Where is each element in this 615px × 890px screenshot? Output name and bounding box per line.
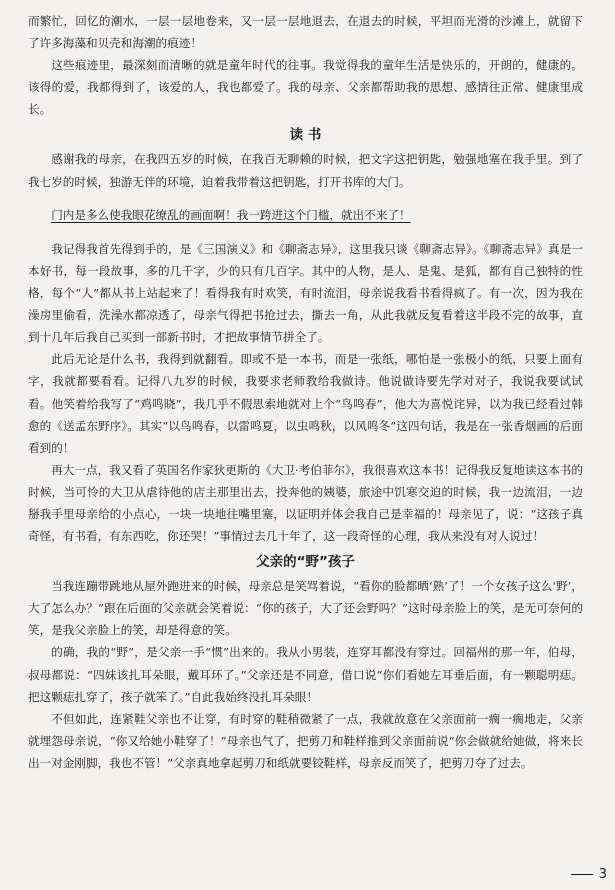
- paragraph-5: 此后无论是什么书，我得到就翻看。即或不是一本书，而是一张纸，哪怕是一张极小的纸，只要上面有字，我就都要看看。记得八九岁的时候，我要求老师教给我做诗。他说做诗要先学对对子，我说我要试试看。他笑着给我写了“鸡鸣晓”，我几乎不假思索地就对上个“鸟鸣春”，他大为喜悦诧异，以为我已经看过韩愈的《送孟东野序》。其实“以鸟鸣春，以雷鸣夏，以虫鸣秋，以风鸣冬”这四句话，我是在一张香烟画的后面看到的！: [28, 352, 583, 455]
- paragraph-4: 我记得我首先得到手的，是《三国演义》和《聊斋志异》，这里我只谈《聊斋志异》。《聊斋志异》真是一本好书，每一段故事，多的几千字，少的只有几百字。其中的人物，是人、是鬼、是狐，都有自己独特的性格，每个“人”都从书上站起来了！看得我有时欢笑，有时流泪，母亲说我看书看得疯了。有一次，因为我在澡房里偷看，洗澡水都凉透了，母亲气得把书抢过去，撕去一角，从此我就反复看着这半段不完的故事，直到十几年后我自己买到一部新书时，才把故事情节拼全了。: [28, 241, 583, 345]
- footer-dash: [571, 874, 593, 875]
- page-footer: [571, 867, 607, 882]
- document-page: [28, 10, 583, 774]
- section-title-reading: 读 书: [289, 127, 322, 144]
- section-title-wild-child: 父亲的“野”孩子: [256, 554, 355, 571]
- paragraph-2: 这些痕迹里，最深刻而清晰的就是童年时代的往事。我觉得我的童年生活是快乐的，开朗的，健康的。该得的爱，我都得到了，该爱的人，我也都爱了。我的母亲、父亲都帮助我的思想、感情往正常、健康里成长。: [28, 58, 583, 117]
- paragraph-9: 不但如此，连紧鞋父亲也不让穿，有时穿的鞋稍微紧了一点，我就故意在父亲面前一瘸一瘸地走，父亲就埋怨母亲说，“你又给她小鞋穿了！”母亲也气了，把剪刀和鞋样推到父亲面前说“你会做就给她做，将来长出一对金刚脚，我也不管！”父亲真地拿起剪刀和纸就要铰鞋样，母亲反而笑了，把剪刀夺了过去。: [28, 711, 583, 770]
- paragraph-7: 当我连蹦带跳地从屋外跑进来的时候，母亲总是笑骂着说，“看你的脸都晒‘熟’了！一个女孩子这么‘野’，大了怎么办？”跟在后面的父亲就会笑着说：“你的孩子，大了还会野吗？”这时母亲脸上的笑，是无可奈何的笑，是我父亲脸上的笑，却是得意的笑。: [28, 579, 583, 638]
- paragraph-3: 感谢我的母亲，在我四五岁的时候，在我百无聊赖的时候，把文字这把钥匙，勉强地塞在我手里。到了我七岁的时候，独游无伴的环境，迫着我带着这把钥匙，打开书库的大门。: [28, 152, 583, 189]
- underlined-quote: 门内是多么使我眼花缭乱的画面啊！我一跨进这个门槛，就出不来了！: [51, 208, 411, 223]
- paragraph-1: 而繁忙，回忆的潮水，一层一层地卷来，又一层一层地退去，在退去的时候，平坦而光滑的沙滩上，就留下了许多海藻和贝壳和海潮的痕迹！: [28, 14, 583, 51]
- paragraph-8: 的确，我的“野”，是父亲一手“惯”出来的。我从小男装，连穿耳都没有穿过。回福州的那一年，伯母，叔母都说：“四妹该扎耳朵眼，戴耳环了。”父亲还是不同意，借口说“你们看她左耳垂后面，有一颗聪明痣。把这颗痣扎穿了，孩子就笨了。”自此我始终没扎耳朵眼！: [28, 645, 583, 704]
- paragraph-6: 再大一点，我又看了英国名作家狄更斯的《大卫·考伯菲尔》，我很喜欢这本书！记得我反复地读这本书的时候，当可怜的大卫从虐待他的店主那里出去，投奔他的姨婆，旅途中饥寒交迫的时候，我一边流泪，一边掰我手里母亲给的小点心，一块一块地往嘴里塞，以证明并体会我自己是幸福的！母亲见了，说：“这孩子真奇怪，有书看，有东西吃，你还哭！”事情过去几十年了，这一段奇怪的心理，我从来没有对人说过！: [28, 462, 583, 544]
- page-number: 3: [598, 867, 607, 882]
